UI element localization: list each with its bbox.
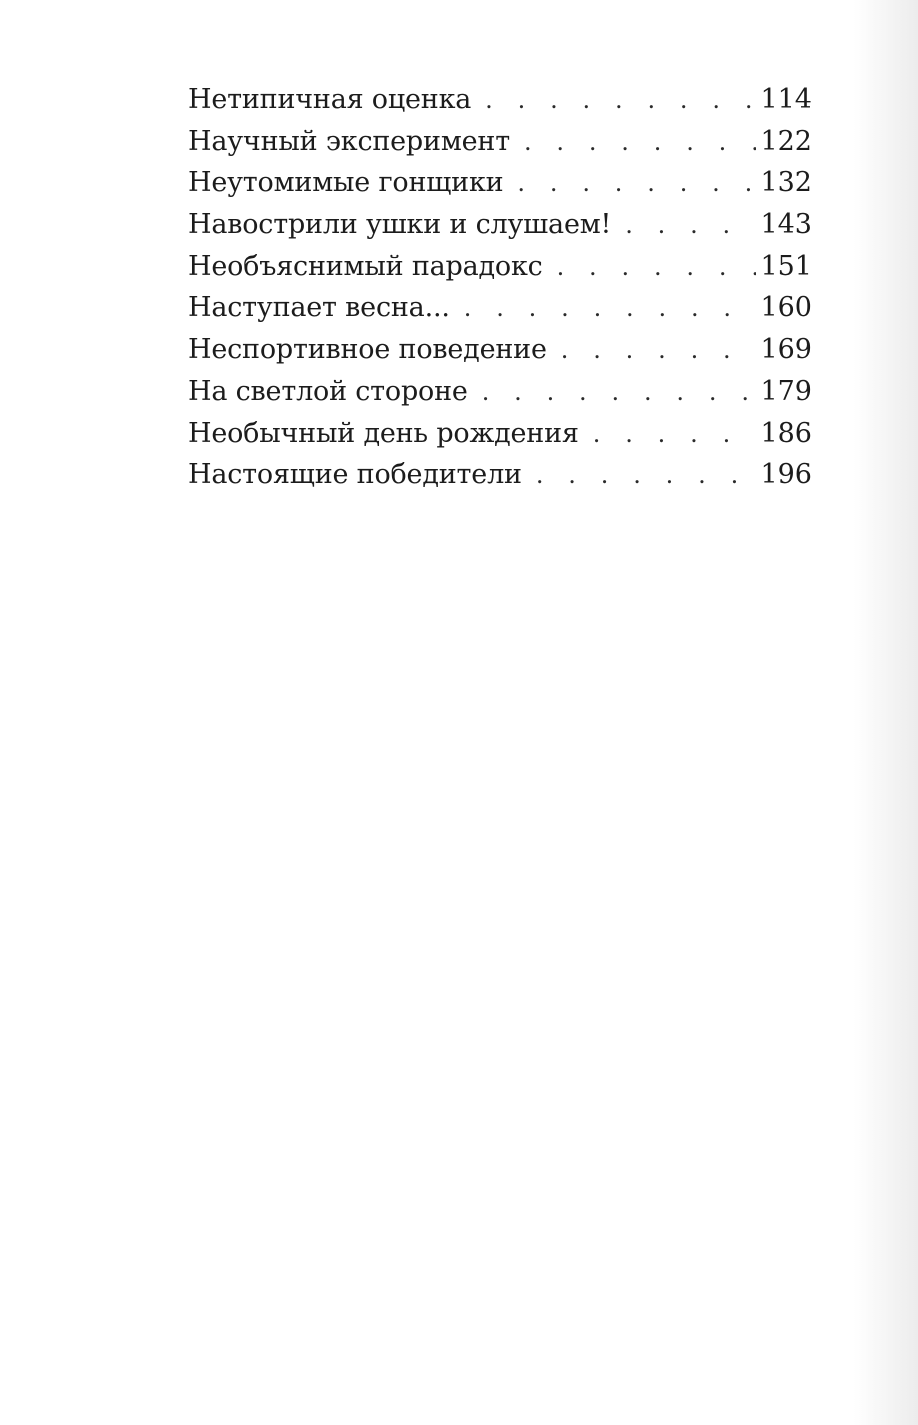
- toc-dot-leader: [524, 128, 757, 156]
- toc-entry: [188, 292, 812, 334]
- toc-dot-leader: [485, 86, 756, 114]
- toc-entry: [188, 334, 812, 376]
- toc-entry-page: 196: [760, 459, 812, 491]
- toc-dot-leader: [561, 336, 757, 364]
- toc-dot-leader: [482, 378, 757, 406]
- toc-dot-leader: [593, 420, 757, 448]
- toc-entry-title: Наступает весна...: [188, 292, 450, 324]
- toc-entry-page: 143: [760, 209, 812, 241]
- toc-dot-leader: [464, 294, 757, 322]
- toc-entry: [188, 418, 812, 460]
- toc-entry: [188, 209, 812, 251]
- table-of-contents: [188, 84, 812, 501]
- toc-entry-title: Необъяснимый парадокс: [188, 250, 543, 282]
- toc-entry-title: На светлой стороне: [188, 375, 468, 407]
- toc-entry-title: Научный эксперимент: [188, 125, 510, 157]
- toc-entry-page: 114: [760, 84, 812, 115]
- toc-entry-page: 132: [760, 167, 812, 199]
- toc-entry: [188, 126, 812, 168]
- toc-entry: [188, 459, 812, 501]
- toc-entry: [188, 84, 812, 126]
- toc-entry-title: Нетипичная оценка: [188, 84, 472, 115]
- toc-dot-leader: [517, 169, 756, 197]
- toc-entry-page: 186: [760, 417, 812, 449]
- toc-entry: [188, 251, 812, 293]
- toc-entry-title: Неспортивное поведение: [188, 334, 547, 366]
- toc-entry-page: 160: [760, 292, 812, 324]
- toc-entry: [188, 376, 812, 418]
- toc-entry-page: 179: [760, 375, 812, 407]
- toc-dot-leader: [557, 253, 757, 281]
- toc-dot-leader: [536, 461, 757, 489]
- toc-entry-title: Навострили ушки и слушаем!: [188, 209, 612, 241]
- toc-entry: [188, 167, 812, 209]
- toc-entry-page: 169: [760, 334, 812, 366]
- toc-entry-title: Настоящие победители: [188, 459, 522, 491]
- toc-entry-page: 122: [760, 125, 812, 157]
- toc-entry-title: Неутомимые гонщики: [188, 167, 504, 199]
- toc-entry-title: Необычный день рождения: [188, 417, 579, 449]
- toc-entry-page: 151: [760, 250, 812, 282]
- toc-dot-leader: [625, 211, 756, 239]
